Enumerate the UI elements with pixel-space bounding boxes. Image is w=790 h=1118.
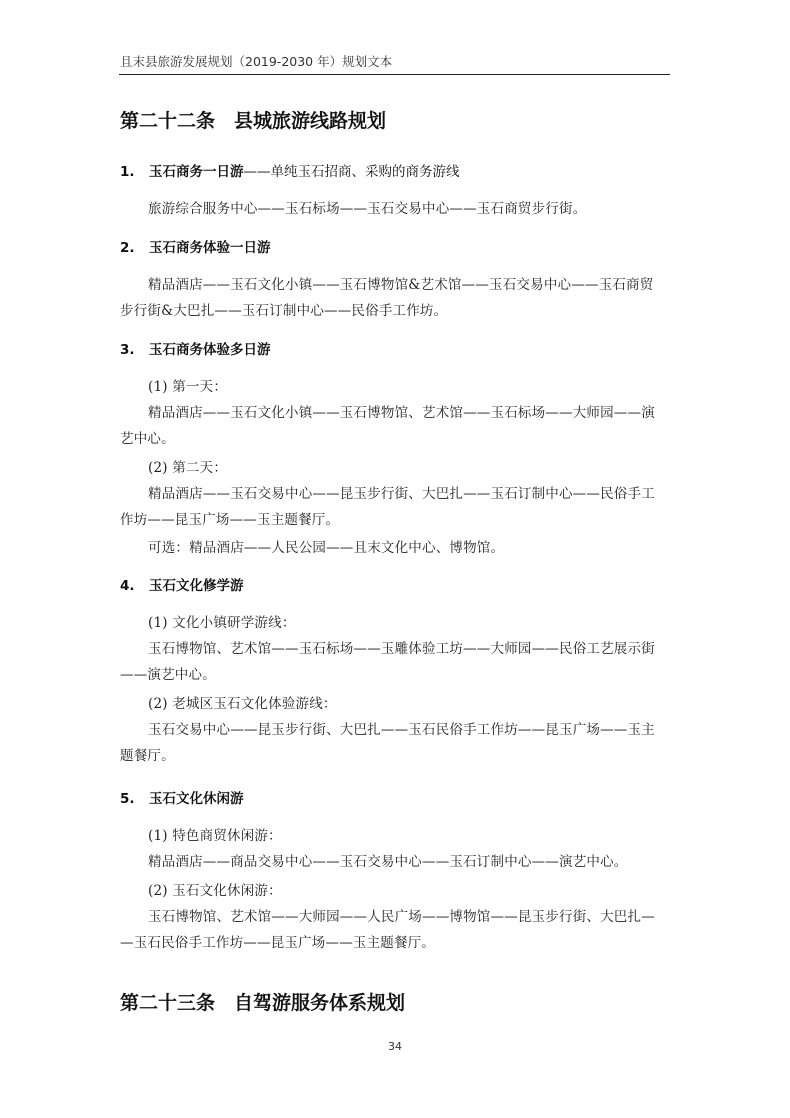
article-23-title: 第二十三条 自驾游服务体系规划	[120, 992, 406, 1014]
section-5-heading	[120, 787, 244, 807]
section-3-day-2-label: (2) 第二天：	[148, 460, 228, 476]
section-3-title: 玉石商务体验多日游	[149, 342, 271, 358]
section-2-route-line-1: 精品酒店——玉石文化小镇——玉石博物馆&艺术馆——玉石交易中心——玉石商贸	[148, 277, 654, 293]
section-3-heading	[120, 338, 271, 358]
section-2-number: 2.	[120, 240, 135, 256]
article-22-title: 第二十二条 县城旅游线路规划	[120, 110, 387, 132]
section-4-route-1-line-2: ——演艺中心。	[120, 667, 216, 683]
section-3-day-1-line-2: 艺中心。	[120, 431, 175, 447]
section-3-number: 3.	[120, 342, 135, 358]
section-1-subtitle: ——单纯玉石招商、采购的商务游线	[243, 164, 460, 180]
section-3-day-2-line-1: 精品酒店——玉石交易中心——昆玉步行街、大巴扎——玉石订制中心——民俗手工	[148, 486, 655, 502]
section-5-title: 玉石文化休闲游	[149, 791, 244, 807]
header-rule	[119, 74, 670, 75]
section-3-day-1-label: (1) 第一天：	[148, 379, 228, 395]
section-5-route-2-line-2: —玉石民俗手工作坊——昆玉广场——玉主题餐厅。	[120, 935, 436, 951]
section-4-route-2-line-2: 题餐厅。	[120, 748, 175, 764]
section-3-optional: 可选：精品酒店——人民公园——且末文化中心、博物馆。	[148, 540, 505, 556]
section-1-heading	[120, 160, 460, 180]
section-5-route-1-label: (1) 特色商贸休闲游：	[148, 828, 282, 844]
section-1-title: 玉石商务一日游	[149, 164, 244, 180]
section-2-route-line-2: 步行街&大巴扎——玉石订制中心——民俗手工作坊。	[120, 303, 448, 319]
section-5-route-2-line-1: 玉石博物馆、艺术馆——大师园——人民广场——博物馆——昆玉步行街、大巴扎—	[148, 909, 655, 925]
section-1-route: 旅游综合服务中心——玉石标场——玉石交易中心——玉石商贸步行街。	[148, 201, 587, 217]
section-4-route-1-line-1: 玉石博物馆、艺术馆——玉石标场——玉雕体验工坊——大师园——民俗工艺展示街	[148, 641, 655, 657]
section-4-route-2-line-1: 玉石交易中心——昆玉步行街、大巴扎——玉石民俗手工作坊——昆玉广场——玉主	[148, 722, 655, 738]
section-4-heading	[120, 574, 244, 594]
section-5-number: 5.	[120, 791, 135, 807]
section-2-title: 玉石商务体验一日游	[149, 240, 271, 256]
section-3-day-1-line-1: 精品酒店——玉石文化小镇——玉石博物馆、艺术馆——玉石标场——大师园——演	[148, 405, 655, 421]
section-2-heading	[120, 236, 271, 256]
section-4-route-1-label: (1) 文化小镇研学游线：	[148, 615, 296, 631]
section-4-number: 4.	[120, 578, 135, 594]
section-5-route-1-line-1: 精品酒店——商品交易中心——玉石交易中心——玉石订制中心——演艺中心。	[148, 854, 628, 870]
running-header: 且末县旅游发展规划（2019-2030 年）规划文本	[120, 54, 393, 69]
section-4-title: 玉石文化修学游	[149, 578, 244, 594]
page-number: 34	[388, 1040, 402, 1053]
section-1-number: 1.	[120, 164, 135, 180]
section-5-route-2-label: (2) 玉石文化休闲游：	[148, 883, 282, 899]
section-3-day-2-line-2: 作坊——昆玉广场——玉主题餐厅。	[120, 512, 340, 528]
section-4-route-2-label: (2) 老城区玉石文化体验游线：	[148, 696, 337, 712]
